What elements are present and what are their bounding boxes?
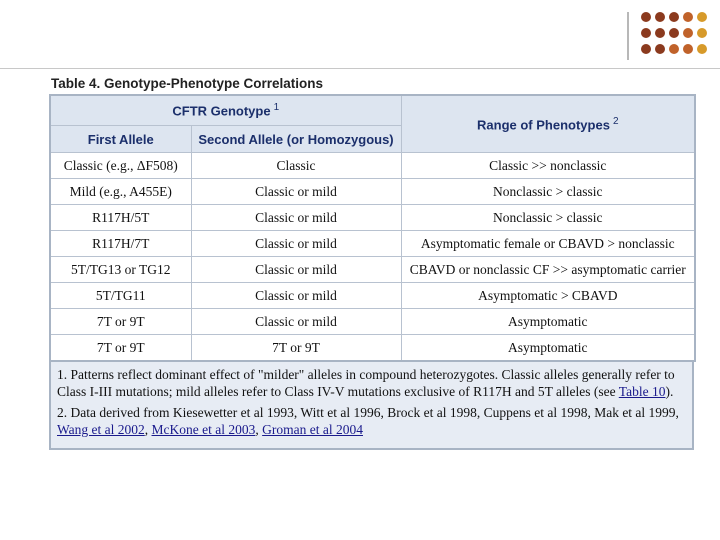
table-row [50,283,695,309]
table-row [50,309,695,335]
cell-range: Nonclassic > classic [401,205,695,231]
cell-first: 5T/TG11 [50,283,191,309]
header-range-of-phenotypes: Range of Phenotypes $^2$ [401,95,695,153]
cell-first: Mild (e.g., A455E) [50,179,191,205]
table-body [50,153,695,362]
cell-second: Classic or mild [191,205,401,231]
footnote-ref-1: 1 [273,102,280,114]
table-caption: Table 4. Genotype-Phenotype Correlations [51,76,324,91]
decorative-dot [669,44,679,54]
cell-first: 7T or 9T [50,335,191,362]
cell-range: Asymptomatic [401,335,695,362]
decorative-dot [641,44,651,54]
header-cftr-genotype: CFTR Genotype $^1$ [50,95,401,126]
table-10-link[interactable]: Table 10 [618,384,666,399]
cell-second: Classic or mild [191,283,401,309]
cell-first: 7T or 9T [50,309,191,335]
cell-second: Classic or mild [191,257,401,283]
cell-second: 7T or 9T [191,335,401,362]
decorative-dot [655,12,665,22]
decorative-dot [683,28,693,38]
cell-first: 5T/TG13 or TG12 [50,257,191,283]
decorative-dot [683,44,693,54]
cell-range: Asymptomatic female or CBAVD > nonclassic [401,231,695,257]
header-rule [0,68,720,69]
decorative-dot [683,12,693,22]
decorative-dot [641,12,651,22]
table-row [50,257,695,283]
decorative-divider-line [627,12,629,60]
genotype-phenotype-table [49,94,696,362]
decorative-dot-grid [641,12,711,62]
cell-second: Classic [191,153,401,179]
cell-first: R117H/5T [50,205,191,231]
header-first-allele: First Allele [50,126,191,153]
decorative-dot [655,44,665,54]
header-second-allele: Second Allele (or Homozygous) [191,126,401,153]
cell-first: Classic (e.g., ΔF508) [50,153,191,179]
cell-second: Classic or mild [191,179,401,205]
cell-second: Classic or mild [191,309,401,335]
cell-first: R117H/7T [50,231,191,257]
decorative-dot [697,44,707,54]
decorative-dot [655,28,665,38]
cell-range: Asymptomatic > CBAVD [401,283,695,309]
footnote-ref-2: 2 [612,115,619,127]
table-row [50,231,695,257]
decorative-dot [641,28,651,38]
decorative-dot [697,12,707,22]
decorative-dot [697,28,707,38]
cell-range: Nonclassic > classic [401,179,695,205]
table-row [50,179,695,205]
table-figure [49,74,697,454]
table-row [50,153,695,179]
table-footnotes [49,362,694,450]
footnote-1: 1. Patterns reflect dominant effect of "milder" alleles in compound heterozygotes. Classic alleles generally refer to Class I-III mutations; mild alleles refer to Class IV-V mutations exclusive of R117H and 5T alleles (see Table 10). [57,367,675,399]
cell-range: Classic >> nonclassic [401,153,695,179]
table-row [50,205,695,231]
cell-range: Asymptomatic [401,309,695,335]
table-row [50,335,695,362]
reference-link[interactable]: Groman et al 2004 [262,422,363,437]
reference-link[interactable]: McKone et al 2003 [151,422,256,437]
decorative-dot [669,28,679,38]
footnote-2: 2. Data derived from Kiesewetter et al 1993, Witt et al 1996, Brock et al 1998, Cuppens et al 1998, Mak et al 1999, Wang et al 2002, McKone et al 2003, Groman et al 2004 [57,405,679,437]
cell-range: CBAVD or nonclassic CF >> asymptomatic carrier [401,257,695,283]
reference-link[interactable]: Wang et al 2002 [57,422,145,437]
cell-second: Classic or mild [191,231,401,257]
decorative-dot [669,12,679,22]
